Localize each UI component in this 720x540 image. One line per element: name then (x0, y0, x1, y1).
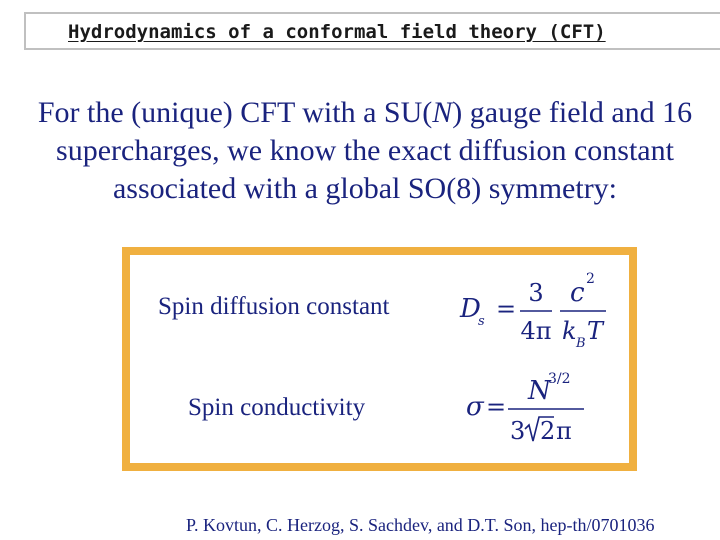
title-box (24, 12, 720, 50)
formula-denominator-3: 3 (510, 417, 526, 445)
formula-c-symbol: c (570, 278, 585, 308)
formula-equals-2: = (486, 393, 507, 421)
formula-box (122, 247, 637, 471)
intro-text-after: ) gauge field and 16 supercharges, we know the exact diffusion constant associated with a global SO(8) symmetry: (56, 96, 693, 205)
spin-diffusion-label: Spin diffusion constant (158, 293, 390, 320)
formula-c-exponent: 2 (586, 271, 595, 287)
formula-t-symbol: T (587, 317, 604, 345)
formula-k-subscript: B (576, 336, 586, 351)
intro-paragraph (20, 94, 710, 208)
formula-d-subscript: s (478, 314, 485, 329)
spin-conductivity-label: Spin conductivity (188, 394, 366, 421)
citation-text: P. Kovtun, C. Herzog, S. Sachdev, and D.T. Son, hep-th/0701036 (186, 515, 655, 535)
formula-d-symbol: D (460, 294, 481, 324)
intro-text-before: For the (unique) CFT with a SU( (37, 96, 433, 129)
formula-n-exponent: 3/2 (548, 371, 571, 387)
formula-root-argument: 2 (540, 417, 556, 445)
formula-equals: = (496, 295, 517, 323)
slide-title: Hydrodynamics of a conformal field theory (CFT) (68, 21, 606, 43)
formula-numerator-coef: 3 (528, 279, 544, 307)
spin-conductivity-formula (462, 367, 622, 457)
formula-k-symbol: k (562, 317, 577, 345)
formula-denominator-coef: 4π (520, 317, 552, 345)
formula-pi-symbol: π (556, 417, 572, 445)
formula-n-symbol: N (528, 376, 551, 406)
intro-symbol-n: N (432, 96, 453, 129)
spin-diffusion-formula (456, 267, 626, 357)
formula-sigma-symbol: σ (466, 392, 484, 422)
